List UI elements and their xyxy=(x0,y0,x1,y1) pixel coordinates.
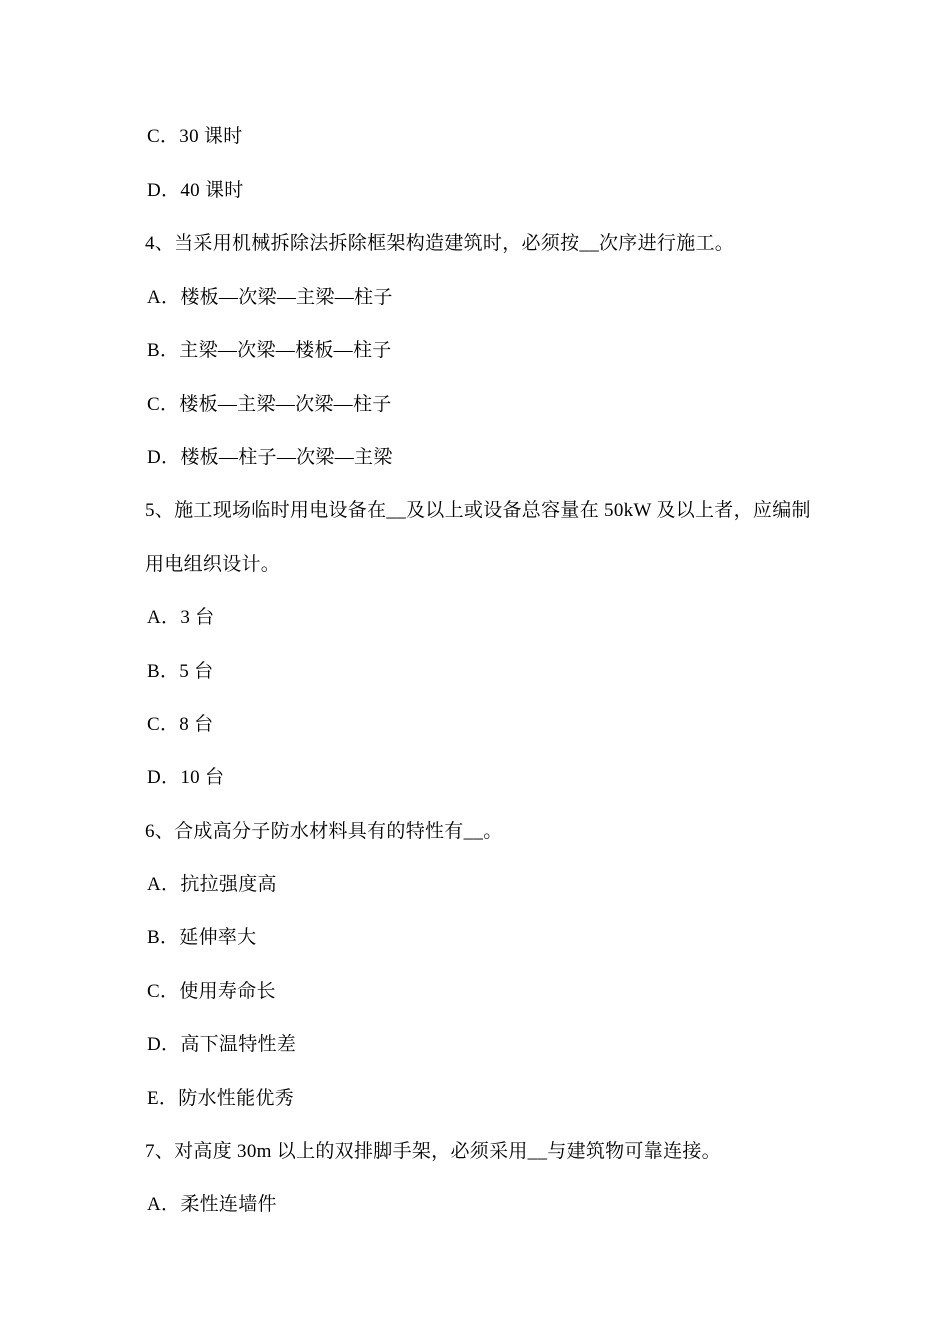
option-d-q3: D．40 课时 xyxy=(147,180,244,201)
question-6: 6、合成高分子防水材料具有的特性有__。 xyxy=(145,821,503,842)
option-d-q6: D．高下温特性差 xyxy=(147,1034,297,1055)
option-c-q6: C．使用寿命长 xyxy=(147,981,276,1002)
option-a-q7: A．柔性连墙件 xyxy=(147,1194,277,1215)
option-d-q5: D．10 台 xyxy=(147,767,225,788)
option-a-q5: A．3 台 xyxy=(147,607,215,628)
option-e-q6: E．防水性能优秀 xyxy=(147,1088,295,1109)
question-5-continued: 用电组织设计。 xyxy=(145,554,281,575)
option-a-q6: A．抗拉强度高 xyxy=(147,874,277,895)
option-a-q4: A．楼板—次梁—主梁—柱子 xyxy=(147,287,393,308)
option-b-q5: B．5 台 xyxy=(147,661,214,682)
question-7: 7、对高度 30m 以上的双排脚手架，必须采用__与建筑物可靠连接。 xyxy=(145,1141,721,1162)
question-5: 5、施工现场临时用电设备在__及以上或设备总容量在 50kW 及以上者，应编制 xyxy=(145,500,811,521)
option-c-q3: C．30 课时 xyxy=(147,126,243,147)
option-c-q4: C．楼板—主梁—次梁—柱子 xyxy=(147,394,392,415)
question-4: 4、当采用机械拆除法拆除框架构造建筑时，必须按__次序进行施工。 xyxy=(145,233,735,254)
option-c-q5: C．8 台 xyxy=(147,714,214,735)
option-b-q6: B．延伸率大 xyxy=(147,927,257,948)
option-b-q4: B．主梁—次梁—楼板—柱子 xyxy=(147,340,392,361)
option-d-q4: D．楼板—柱子—次梁—主梁 xyxy=(147,447,393,468)
